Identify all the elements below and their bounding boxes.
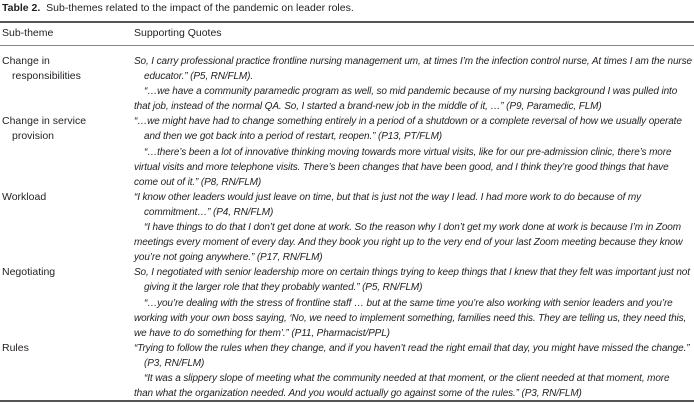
quotes-cell <box>134 114 694 189</box>
quote-line: commitment…” (P4, RN/FLM) <box>144 206 274 218</box>
subtheme-cell <box>2 190 46 205</box>
quote <box>134 220 694 265</box>
header-subtheme: Sub-theme <box>2 27 54 39</box>
header-quotes: Supporting Quotes <box>134 27 222 39</box>
quote-line: virtual visits and more telephone visits. There’s been changes that have been good, and I think they’re good things that have <box>134 161 669 173</box>
quote-line: So, I negotiated with senior leadership more on certain things trying to keep things that I knew that they felt was important just not <box>134 267 690 279</box>
quotes-cell <box>134 265 694 340</box>
quote-line: “It was a slippery slope of meeting what the community needed at that moment, or the client needed at that moment, more <box>144 372 670 384</box>
subtheme-cell <box>2 114 86 144</box>
top-rule <box>0 21 694 23</box>
quote-line: that job, instead of the normal QA. So, I started a brand-new job in the middle of it, …” (P9, Paramedic, FLM) <box>134 101 602 113</box>
subtheme-label: Change in service <box>2 115 87 128</box>
header-rule <box>0 45 694 46</box>
table-row <box>0 54 694 114</box>
quote <box>134 190 694 220</box>
quote-line: than what the organization needed. And you would actually go against some of the rules.” (P3, RN/FLM) <box>134 388 582 400</box>
subtheme-label: Change in <box>2 55 50 67</box>
quote-line: come out of it.” (P8, RN/FLM) <box>134 176 262 188</box>
table-row <box>0 114 694 189</box>
quote-line: working with your own boss saying, ‘No, we need to implement something, families need this. They are telling us, they need this, <box>134 312 687 324</box>
quote-line: meetings every moment of every day. And they book you right up to the very end of your last Zoom meeting because they know <box>134 237 683 249</box>
subtheme-label: provision <box>12 130 55 143</box>
subtheme-cell <box>2 265 55 280</box>
quote-line: “Trying to follow the rules when they change, and if you haven’t read the right email that day, you might have missed the change.” <box>134 342 690 354</box>
table-title: Sub-themes related to the impact of the pandemic on leader roles. <box>46 2 354 14</box>
quote-line: “I have things to do that I don’t get done at work. So the reason why I don’t get my work done at work is because I’m in Zoom <box>144 222 681 234</box>
quote-line: “…we have a community paramedic program as well, so mid pandemic because of my nursing background I was pulled into <box>144 86 678 98</box>
table-row <box>0 190 694 265</box>
quote <box>134 371 694 401</box>
subtheme-cell <box>2 341 29 356</box>
quotes-cell <box>134 190 694 265</box>
quote-line: (P3, RN/FLM) <box>144 357 205 369</box>
quote <box>134 54 694 84</box>
quote-line: and then we got back into a period of restart, reopen.” (P13, PT/FLM) <box>144 131 442 143</box>
subtheme-label: Rules <box>2 341 29 354</box>
quote-line: “I know other leaders would just leave on time, but that is just not the way I lead. I had more work to do because of my <box>134 191 641 203</box>
quote-line: “…you’re dealing with the stress of frontline staff … but at the same time you’re also working with senior leaders and you’re <box>144 297 673 309</box>
quote <box>134 145 694 190</box>
bottom-rule <box>0 400 694 402</box>
table-label: Table 2. <box>2 2 41 14</box>
quote <box>134 84 694 114</box>
quote-line: “…we might have had to change something entirely in a period of a shutdown or a complete reversal of how we usually operate <box>134 116 682 128</box>
quote <box>134 114 694 144</box>
quote <box>134 296 694 341</box>
quote-line: you’re not going anywhere.” (P17, RN/FLM) <box>134 252 323 264</box>
quote <box>134 265 694 295</box>
quote-line: we have to do something for them’.” (P11, Pharmacist/PPL) <box>134 327 390 339</box>
quote <box>134 341 694 371</box>
quote-line: giving it the larger role that they probably wanted.” (P5, RN/FLM) <box>144 282 423 294</box>
subtheme-label: Workload <box>2 190 47 203</box>
subtheme-label: Negotiating <box>2 266 56 279</box>
table-caption <box>2 1 354 16</box>
quotes-cell <box>134 54 694 114</box>
table-body <box>0 54 694 401</box>
quotes-cell <box>134 341 694 401</box>
subtheme-cell <box>2 54 81 84</box>
quote-line: So, I carry professional practice frontline nursing management um, at times I’m the infection control nurse, At times I am the nurse <box>134 56 692 67</box>
quote-line: “…there’s been a lot of innovative thinking moving towards more virtual visits, like for our pre-admission clinic, there’s more <box>144 146 672 158</box>
table-row <box>0 265 694 340</box>
subtheme-label: responsibilities <box>12 70 81 83</box>
table-row <box>0 341 694 401</box>
quote-line: educator.” (P5, RN/FLM). <box>144 71 253 83</box>
